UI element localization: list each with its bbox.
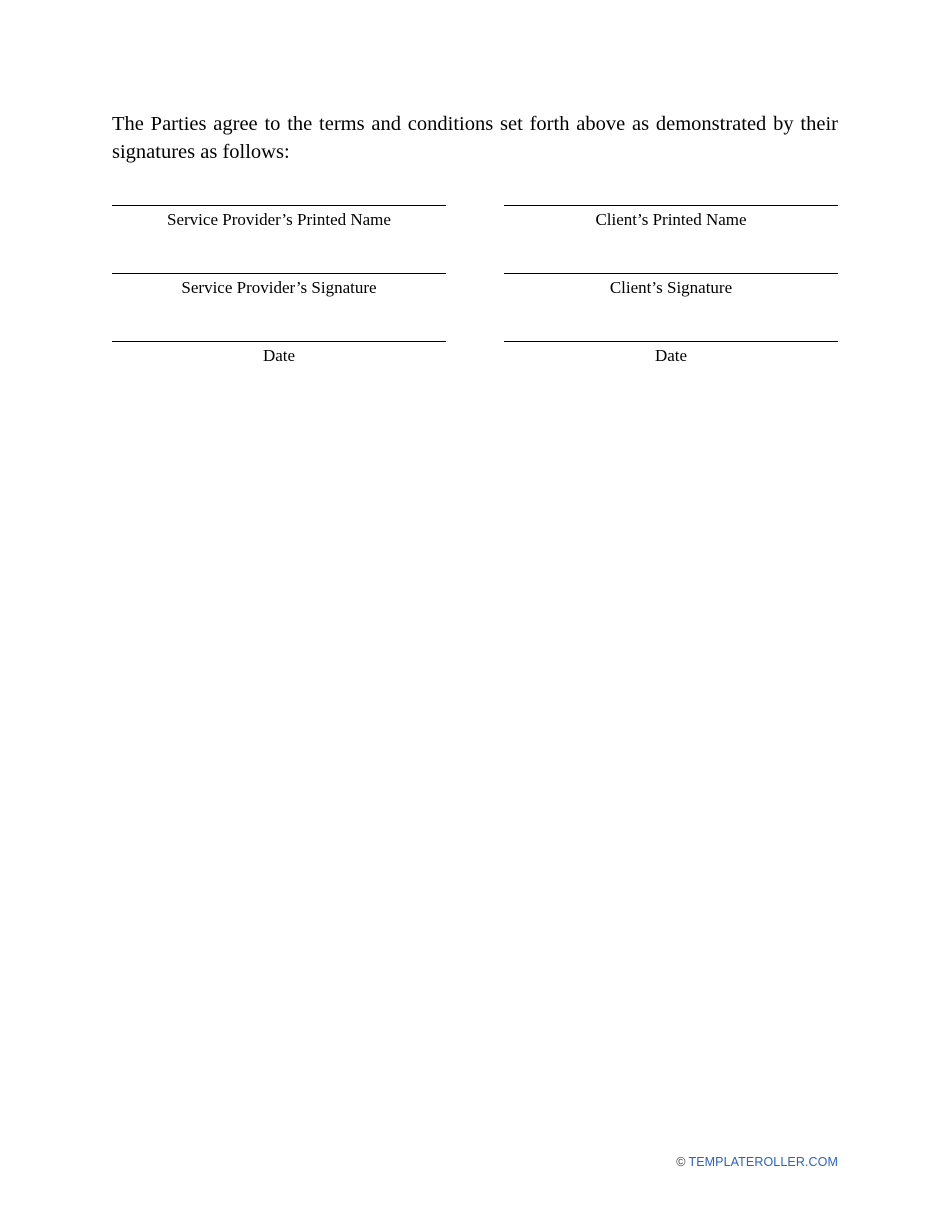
templateroller-link[interactable]: TEMPLATEROLLER.COM xyxy=(688,1155,838,1169)
signature-row-printed-name xyxy=(112,186,838,254)
page-footer xyxy=(676,1154,838,1170)
client-printed-name-block xyxy=(504,186,838,254)
service-provider-printed-name-line xyxy=(112,205,446,206)
signature-section xyxy=(112,186,838,390)
copyright-symbol: © xyxy=(676,1155,686,1169)
service-provider-date-label: Date xyxy=(262,346,296,365)
client-signature-label: Client’s Signature xyxy=(609,278,733,297)
client-printed-name-label: Client’s Printed Name xyxy=(595,210,747,229)
client-date-label: Date xyxy=(654,346,688,365)
service-provider-signature-line xyxy=(112,273,446,274)
client-date-block xyxy=(504,322,838,390)
service-provider-signature-label: Service Provider’s Signature xyxy=(181,278,377,297)
service-provider-signature-block xyxy=(112,254,446,322)
agreement-intro-text: The Parties agree to the terms and conditions set forth above as demonstrated by their signatures as follows: xyxy=(112,113,838,163)
service-provider-printed-name-label: Service Provider’s Printed Name xyxy=(167,210,391,229)
service-provider-date-line xyxy=(112,341,446,342)
client-signature-block xyxy=(504,254,838,322)
signature-row-date xyxy=(112,322,838,390)
service-provider-date-block xyxy=(112,322,446,390)
client-signature-line xyxy=(504,273,838,274)
client-date-line xyxy=(504,341,838,342)
service-provider-printed-name-block xyxy=(112,186,446,254)
client-printed-name-line xyxy=(504,205,838,206)
signature-row-signature xyxy=(112,254,838,322)
